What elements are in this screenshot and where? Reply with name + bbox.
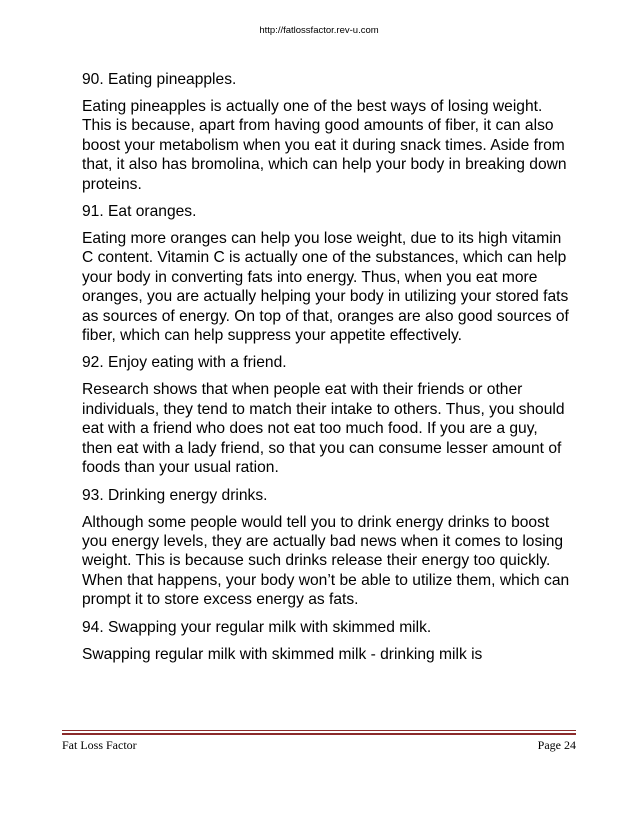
section-body: Research shows that when people eat with their friends or other individuals, they tend to match their intake to others. Thus, you should eat with a friend who does not eat too much food. If you are a guy, then eat with a lady friend, so that you can consume lesser amount of foods than your usual ration. [82, 381, 565, 477]
page-header-url: http://fatlossfactor.rev-u.com [259, 25, 379, 36]
section-heading: 94. Swapping your regular milk with skimmed milk. [82, 618, 432, 636]
footer-divider-top [62, 730, 576, 731]
section-heading: 91. Eat oranges. [82, 203, 197, 221]
section-90 [82, 70, 572, 194]
section-93 [82, 486, 572, 610]
footer-title: Fat Loss Factor [62, 738, 137, 752]
section-body: Swapping regular milk with skimmed milk - drinking milk is [82, 645, 483, 663]
section-heading: 90. Eating pineapples. [82, 71, 237, 88]
section-heading: 93. Drinking energy drinks. [82, 486, 268, 504]
section-91 [82, 202, 572, 345]
section-92 [82, 353, 572, 477]
footer-divider-bottom [62, 733, 576, 735]
section-94 [82, 618, 572, 664]
section-body: Eating pineapples is actually one of the best ways of losing weight. This is because, apart from having good amounts of fiber, it can also boost your metabolism when you eat it during snack times. Aside from that, it also has bromolina, which can help your body in breaking down proteins. [82, 98, 567, 193]
section-body: Although some people would tell you to drink energy drinks to boost you energy levels, they are actually bad news when it comes to losing weight. This is because such drinks release their energy too quickly. When that happens, your body won’t be able to utilize them, which can prompt it to store excess energy as fats. [82, 513, 570, 609]
section-heading: 92. Enjoy eating with a friend. [82, 354, 287, 372]
section-body: Eating more oranges can help you lose weight, due to its high vitamin C content. Vitamin C is actually one of the substances, which can help your body in converting fats into energy. Thus, when you eat more oranges, you are actually helping your body in utilizing your stored fats as sources of energy. On top of that, oranges are also good sources of fiber, which can help suppress your appetite effectively. [82, 230, 569, 345]
page-number: Page 24 [537, 738, 576, 752]
document-body [82, 70, 572, 672]
